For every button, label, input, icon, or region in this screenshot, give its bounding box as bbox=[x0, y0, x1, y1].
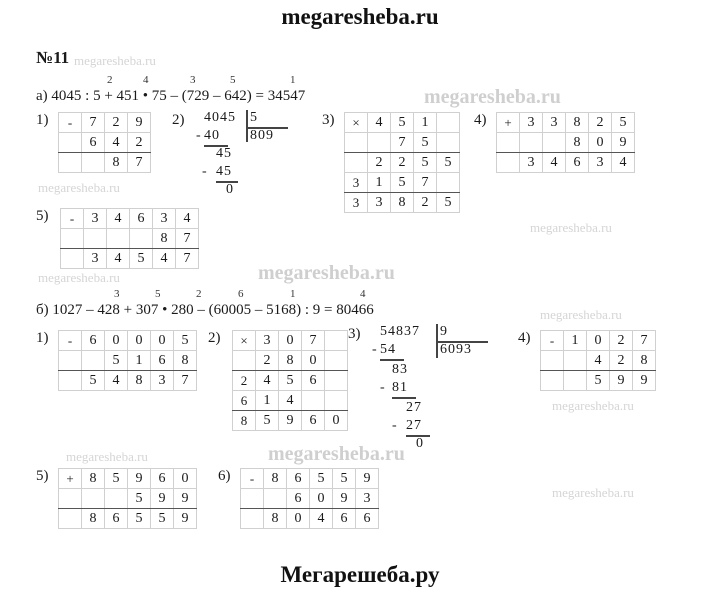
cell: 9 bbox=[356, 469, 379, 489]
cell: 7 bbox=[82, 113, 105, 133]
cell: 8 bbox=[174, 351, 197, 371]
cell: 2 bbox=[610, 351, 633, 371]
cell: 8 bbox=[264, 469, 287, 489]
cell: 8 bbox=[153, 229, 176, 249]
cell bbox=[302, 391, 325, 411]
watermark: megaresheba.ru bbox=[74, 53, 156, 68]
cell bbox=[130, 229, 153, 249]
quotient: 809 bbox=[250, 128, 274, 143]
cell: 6 bbox=[151, 351, 174, 371]
cell bbox=[325, 391, 348, 411]
step-label: 5) bbox=[36, 208, 49, 224]
cell: 2 bbox=[233, 371, 256, 391]
watermark-bottom: Мегарешеба.ру bbox=[280, 562, 440, 587]
divisor: 9 bbox=[440, 324, 448, 339]
minus-sign: - bbox=[392, 418, 397, 433]
divisor: 5 bbox=[250, 110, 258, 125]
cell bbox=[241, 489, 264, 509]
cell: 5 bbox=[256, 411, 279, 431]
cell: - bbox=[59, 331, 82, 351]
cell: 8 bbox=[279, 351, 302, 371]
cell: 9 bbox=[279, 411, 302, 431]
step-label: 2) bbox=[208, 330, 221, 346]
calc-block-b6 bbox=[240, 468, 379, 529]
cell bbox=[437, 173, 460, 193]
cell: 6 bbox=[287, 469, 310, 489]
cell: 2 bbox=[105, 113, 128, 133]
cell: 7 bbox=[302, 331, 325, 351]
cell: 4 bbox=[107, 209, 130, 229]
calc-block-b4 bbox=[540, 330, 656, 391]
cell: - bbox=[61, 209, 84, 229]
cell: 9 bbox=[612, 133, 635, 153]
cell bbox=[437, 133, 460, 153]
cell: 6 bbox=[82, 133, 105, 153]
cell: 7 bbox=[176, 249, 199, 269]
cell: 4 bbox=[107, 249, 130, 269]
cell: 4 bbox=[543, 153, 566, 173]
cell: 6 bbox=[302, 371, 325, 391]
cell bbox=[59, 371, 82, 391]
calc-block-a1 bbox=[58, 112, 151, 173]
cell: 3 bbox=[520, 113, 543, 133]
cell bbox=[325, 371, 348, 391]
cell: 5 bbox=[437, 193, 460, 213]
cell: 4 bbox=[153, 249, 176, 269]
cell: 0 bbox=[325, 411, 348, 431]
cell: 6 bbox=[302, 411, 325, 431]
cell: 8 bbox=[82, 509, 105, 529]
step-label: 2) bbox=[172, 112, 185, 128]
cell: 1 bbox=[256, 391, 279, 411]
order-mark: 4 bbox=[143, 74, 149, 86]
cell bbox=[497, 153, 520, 173]
partial: 45 bbox=[216, 146, 232, 161]
cell bbox=[564, 371, 587, 391]
cell bbox=[368, 133, 391, 153]
cell: 6 bbox=[105, 509, 128, 529]
cell: 3 bbox=[345, 193, 368, 213]
step-label: 3) bbox=[348, 326, 361, 342]
cell bbox=[345, 153, 368, 173]
cell bbox=[84, 229, 107, 249]
division-hbar bbox=[392, 397, 416, 399]
cell: 4 bbox=[105, 133, 128, 153]
cell: 3 bbox=[356, 489, 379, 509]
cell: 0 bbox=[287, 509, 310, 529]
quotient: 6093 bbox=[440, 342, 472, 357]
cell: 7 bbox=[414, 173, 437, 193]
cell: 5 bbox=[437, 153, 460, 173]
watermark: megaresheba.ru bbox=[552, 398, 634, 413]
order-mark: 5 bbox=[155, 288, 161, 300]
cell: 5 bbox=[587, 371, 610, 391]
watermark-top: megaresheba.ru bbox=[281, 4, 439, 29]
cell: 6 bbox=[82, 331, 105, 351]
cell: 5 bbox=[279, 371, 302, 391]
cell: 2 bbox=[589, 113, 612, 133]
cell: 5 bbox=[151, 509, 174, 529]
division-vbar bbox=[246, 110, 248, 142]
subtraction: 54 bbox=[380, 342, 396, 357]
cell: 5 bbox=[105, 469, 128, 489]
cell: 3 bbox=[151, 371, 174, 391]
cell: 9 bbox=[128, 113, 151, 133]
cell bbox=[437, 113, 460, 133]
cell bbox=[61, 249, 84, 269]
subtraction: 81 bbox=[392, 380, 408, 395]
remainder: 0 bbox=[416, 436, 424, 451]
cell: × bbox=[233, 331, 256, 351]
cell: 5 bbox=[130, 249, 153, 269]
cell: 5 bbox=[414, 153, 437, 173]
cell: 9 bbox=[174, 489, 197, 509]
cell: 8 bbox=[128, 371, 151, 391]
dividend: 4045 bbox=[204, 110, 236, 125]
cell: 2 bbox=[391, 153, 414, 173]
cell: 8 bbox=[233, 411, 256, 431]
cell bbox=[61, 229, 84, 249]
cell: 4 bbox=[256, 371, 279, 391]
cell bbox=[564, 351, 587, 371]
watermark: megaresheba.ru bbox=[38, 270, 120, 285]
cell: 7 bbox=[176, 229, 199, 249]
cell: 2 bbox=[128, 133, 151, 153]
cell bbox=[541, 351, 564, 371]
cell: 5 bbox=[174, 331, 197, 351]
order-mark: 5 bbox=[230, 74, 236, 86]
step-label: 3) bbox=[322, 112, 335, 128]
remainder: 0 bbox=[226, 182, 234, 197]
step-label: 1) bbox=[36, 330, 49, 346]
cell: 4 bbox=[310, 509, 333, 529]
watermark: megaresheba.ru bbox=[552, 485, 634, 500]
cell: 3 bbox=[153, 209, 176, 229]
cell: 3 bbox=[345, 173, 368, 193]
step-label: 1) bbox=[36, 112, 49, 128]
cell: 4 bbox=[612, 153, 635, 173]
minus-sign: - bbox=[202, 164, 207, 179]
cell bbox=[497, 133, 520, 153]
cell: 6 bbox=[356, 509, 379, 529]
cell: 7 bbox=[633, 331, 656, 351]
order-mark: 2 bbox=[107, 74, 113, 86]
watermark: megaresheba.ru bbox=[66, 449, 148, 464]
partial: 83 bbox=[392, 362, 408, 377]
cell: 5 bbox=[333, 469, 356, 489]
expression-a: а) 4045 : 5 + 451 • 75 – (729 – 642) = 34547 bbox=[36, 88, 306, 104]
division-hbar bbox=[380, 359, 404, 361]
cell bbox=[520, 133, 543, 153]
division-block-b3 bbox=[372, 324, 522, 454]
cell: 5 bbox=[128, 509, 151, 529]
partial: 27 bbox=[406, 400, 422, 415]
cell: 9 bbox=[128, 469, 151, 489]
cell: 5 bbox=[391, 173, 414, 193]
calc-block-b2 bbox=[232, 330, 348, 431]
cell: 0 bbox=[279, 331, 302, 351]
cell: 8 bbox=[633, 351, 656, 371]
subtraction: 45 bbox=[216, 164, 232, 179]
cell: 5 bbox=[105, 351, 128, 371]
subtraction: 27 bbox=[406, 418, 422, 433]
division-block-a2 bbox=[196, 110, 316, 200]
cell: 7 bbox=[128, 153, 151, 173]
cell bbox=[105, 489, 128, 509]
cell: 8 bbox=[391, 193, 414, 213]
cell: 1 bbox=[128, 351, 151, 371]
watermark: megaresheba.ru bbox=[268, 443, 405, 465]
cell: 3 bbox=[256, 331, 279, 351]
calc-block-a3 bbox=[344, 112, 460, 213]
cell: 0 bbox=[151, 331, 174, 351]
cell: 9 bbox=[151, 489, 174, 509]
cell: 9 bbox=[633, 371, 656, 391]
expression-b: б) 1027 – 428 + 307 • 280 – (60005 – 5168) : 9 = 80466 bbox=[36, 302, 374, 318]
cell: 6 bbox=[333, 509, 356, 529]
cell bbox=[325, 331, 348, 351]
cell: 8 bbox=[82, 469, 105, 489]
cell: 3 bbox=[368, 193, 391, 213]
cell: 6 bbox=[233, 391, 256, 411]
cell: 7 bbox=[174, 371, 197, 391]
subtraction: 40 bbox=[204, 128, 220, 143]
cell: 0 bbox=[128, 331, 151, 351]
cell: × bbox=[345, 113, 368, 133]
cell bbox=[82, 153, 105, 173]
cell: - bbox=[241, 469, 264, 489]
cell bbox=[107, 229, 130, 249]
watermark: megaresheba.ru bbox=[424, 86, 561, 108]
cell: 0 bbox=[105, 331, 128, 351]
cell: 5 bbox=[128, 489, 151, 509]
cell: + bbox=[497, 113, 520, 133]
watermark: megaresheba.ru bbox=[38, 180, 120, 195]
watermark: megaresheba.ru bbox=[540, 307, 622, 322]
cell: 0 bbox=[174, 469, 197, 489]
cell: 0 bbox=[587, 331, 610, 351]
cell: 8 bbox=[264, 509, 287, 529]
cell: 3 bbox=[543, 113, 566, 133]
cell: 4 bbox=[587, 351, 610, 371]
order-mark: 4 bbox=[360, 288, 366, 300]
dividend: 54837 bbox=[380, 324, 420, 339]
cell: - bbox=[541, 331, 564, 351]
cell: 4 bbox=[176, 209, 199, 229]
task-number: №11 bbox=[36, 48, 70, 67]
cell: 9 bbox=[174, 509, 197, 529]
cell bbox=[543, 133, 566, 153]
cell: 6 bbox=[151, 469, 174, 489]
cell: 1 bbox=[368, 173, 391, 193]
cell bbox=[345, 133, 368, 153]
cell: 3 bbox=[84, 209, 107, 229]
cell: - bbox=[59, 113, 82, 133]
cell: 5 bbox=[310, 469, 333, 489]
cell: 9 bbox=[333, 489, 356, 509]
cell: + bbox=[59, 469, 82, 489]
cell: 8 bbox=[105, 153, 128, 173]
step-label: 5) bbox=[36, 468, 49, 484]
cell bbox=[82, 351, 105, 371]
cell bbox=[59, 153, 82, 173]
cell: 7 bbox=[391, 133, 414, 153]
cell bbox=[233, 351, 256, 371]
cell: 2 bbox=[256, 351, 279, 371]
cell: 3 bbox=[84, 249, 107, 269]
step-label: 4) bbox=[518, 330, 531, 346]
cell: 3 bbox=[589, 153, 612, 173]
order-mark: 1 bbox=[290, 288, 296, 300]
cell: 3 bbox=[520, 153, 543, 173]
order-mark: 1 bbox=[290, 74, 296, 86]
minus-sign: - bbox=[372, 342, 377, 357]
order-mark: 2 bbox=[196, 288, 202, 300]
order-mark: 3 bbox=[114, 288, 120, 300]
cell bbox=[264, 489, 287, 509]
calc-block-a5 bbox=[60, 208, 199, 269]
order-mark: 6 bbox=[238, 288, 244, 300]
cell: 5 bbox=[82, 371, 105, 391]
cell bbox=[59, 351, 82, 371]
cell: 0 bbox=[310, 489, 333, 509]
cell: 5 bbox=[612, 113, 635, 133]
cell bbox=[241, 509, 264, 529]
cell: 5 bbox=[414, 133, 437, 153]
cell: 2 bbox=[368, 153, 391, 173]
cell: 1 bbox=[564, 331, 587, 351]
cell: 6 bbox=[130, 209, 153, 229]
cell: 8 bbox=[566, 133, 589, 153]
watermark: megaresheba.ru bbox=[530, 220, 612, 235]
cell: 0 bbox=[302, 351, 325, 371]
watermark: megaresheba.ru bbox=[258, 262, 395, 284]
order-mark: 3 bbox=[190, 74, 196, 86]
cell bbox=[82, 489, 105, 509]
cell: 0 bbox=[589, 133, 612, 153]
minus-sign: - bbox=[380, 380, 385, 395]
cell: 6 bbox=[287, 489, 310, 509]
calc-block-b5 bbox=[58, 468, 197, 529]
cell: 4 bbox=[368, 113, 391, 133]
calc-block-b1 bbox=[58, 330, 197, 391]
cell: 5 bbox=[391, 113, 414, 133]
cell: 8 bbox=[566, 113, 589, 133]
cell bbox=[59, 133, 82, 153]
calc-block-a4 bbox=[496, 112, 635, 173]
step-label: 4) bbox=[474, 112, 487, 128]
cell: 4 bbox=[279, 391, 302, 411]
cell: 9 bbox=[610, 371, 633, 391]
cell: 2 bbox=[610, 331, 633, 351]
cell bbox=[59, 509, 82, 529]
step-label: 6) bbox=[218, 468, 231, 484]
cell: 1 bbox=[414, 113, 437, 133]
cell: 2 bbox=[414, 193, 437, 213]
cell bbox=[325, 351, 348, 371]
minus-sign: - bbox=[196, 128, 201, 143]
cell: 4 bbox=[105, 371, 128, 391]
cell: 6 bbox=[566, 153, 589, 173]
cell bbox=[59, 489, 82, 509]
cell bbox=[541, 371, 564, 391]
